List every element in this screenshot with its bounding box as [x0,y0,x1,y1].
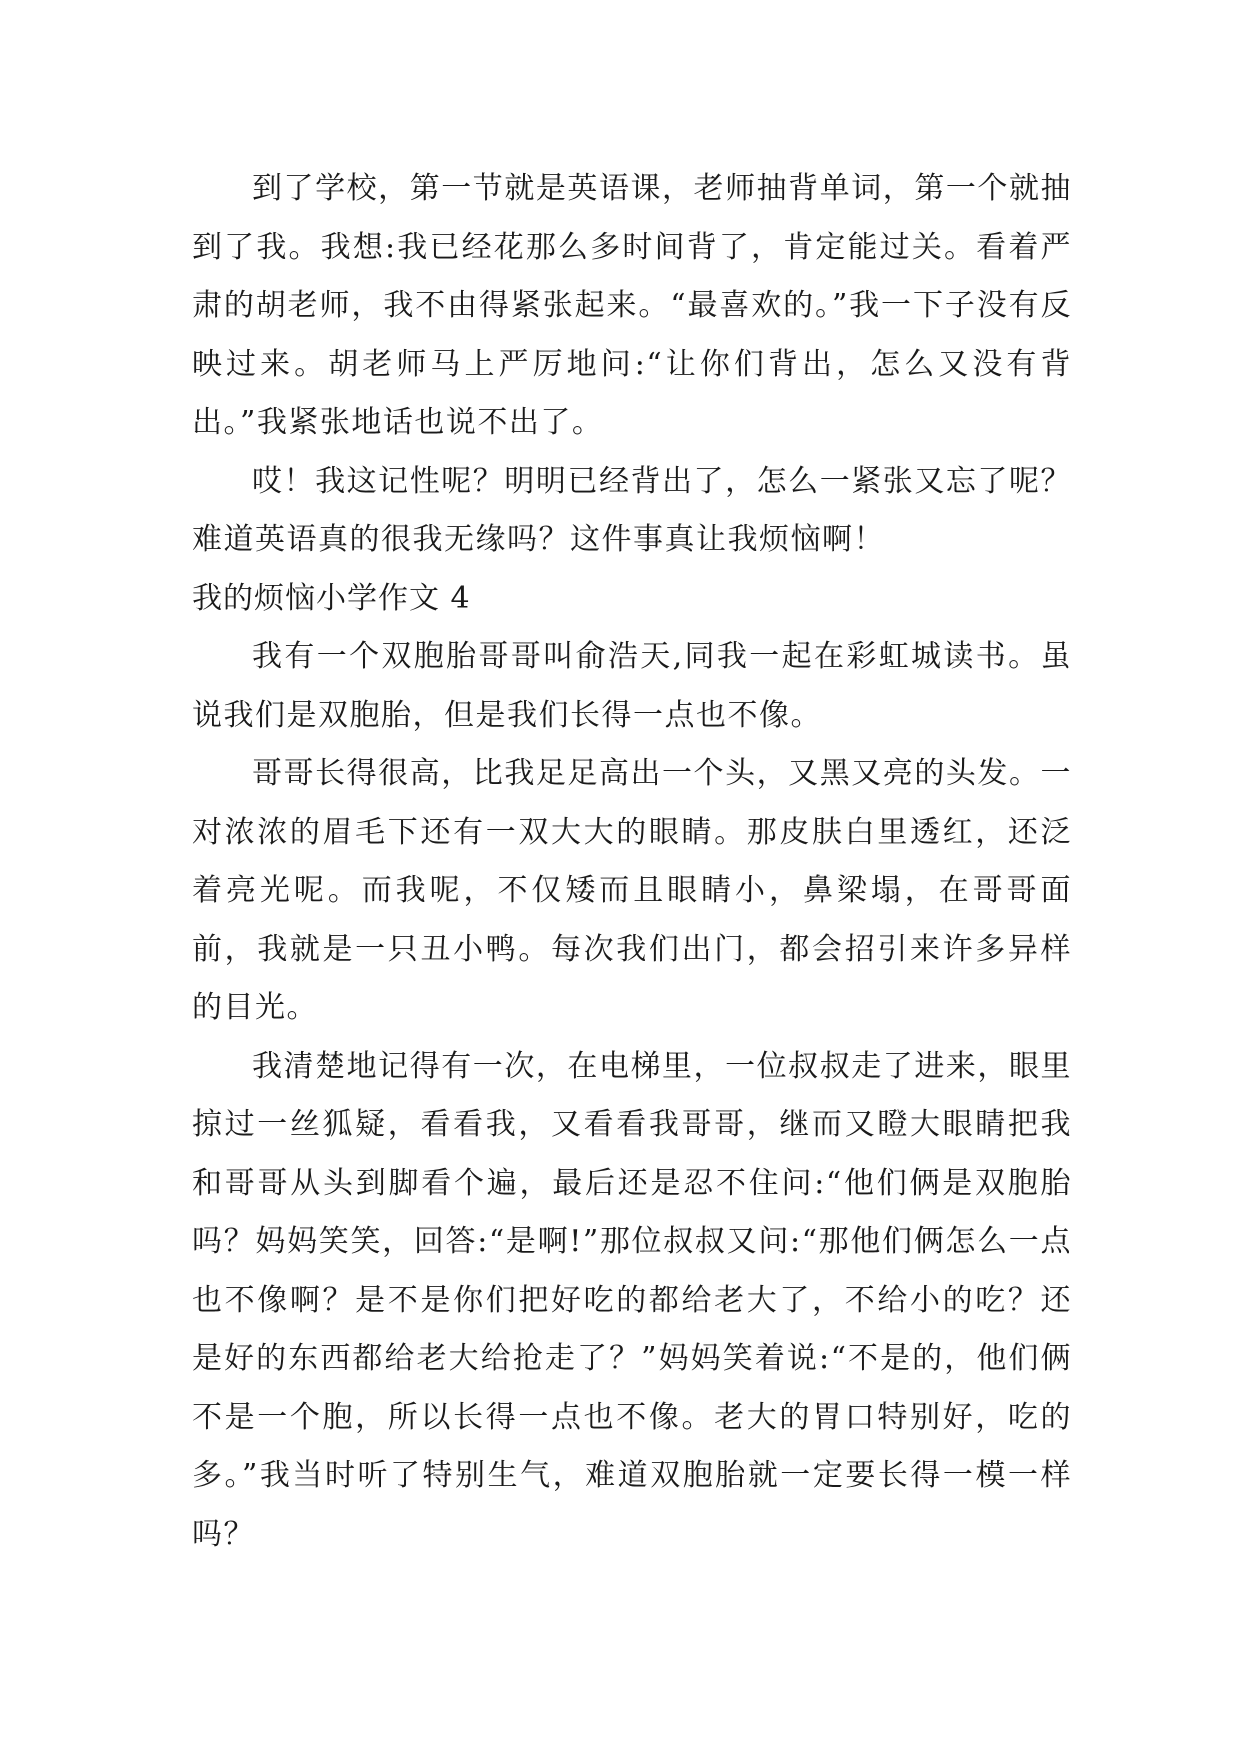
paragraph-brother-appearance: 哥哥长得很高，比我足足高出一个头，又黑又亮的头发。一对浓浓的眉毛下还有一双大大的眼睛。那皮肤白里透红，还泛着亮光呢。而我呢，不仅矮而且眼睛小，鼻梁塌，在哥哥面前，我就是一只丑小鸭。每次我们出门，都会招引来许多异样的目光。 [192,756,1072,1025]
paragraph-english-class: 到了学校，第一节就是英语课，老师抽背单词，第一个就抽到了我。我想:我已经花那么多时间背了，肯定能过关。看着严肃的胡老师，我不由得紧张起来。“最喜欢的。”我一下子没有反映过来。胡老师马上严厉地问:“让你们背出，怎么又没有背出。”我紧张地话也说不出了。 [192,171,1072,440]
paragraph-twin-brother: 我有一个双胞胎哥哥叫俞浩天,同我一起在彩虹城读书。虽说我们是双胞胎，但是我们长得一点也不像。 [192,639,1072,733]
section-title: 我的烦恼小学作文 4 [192,580,471,616]
paragraph-elevator-story: 我清楚地记得有一次，在电梯里，一位叔叔走了进来，眼里掠过一丝狐疑，看看我，又看看我哥哥，继而又瞪大眼睛把我和哥哥从头到脚看个遍，最后还是忍不住问:“他们俩是双胞胎吗？妈妈笑笑，回答:“是啊!”那位叔叔又问:“那他们俩怎么一点也不像啊？是不是你们把好吃的都给老大了，不给小的吃？还是好的东西都给老大给抢走了？”妈妈笑着说:“不是的，他们俩不是一个胞，所以长得一点也不像。老大的胃口特别好，吃的多。”我当时听了特别生气，难道双胞胎就一定要长得一模一样吗？ [192,1048,1072,1552]
paragraph-forgetful: 哎！我这记性呢？明明已经背出了，怎么一紧张又忘了呢？难道英语真的很我无缘吗？这件事真让我烦恼啊！ [192,463,1072,557]
document-page [192,160,1072,1564]
